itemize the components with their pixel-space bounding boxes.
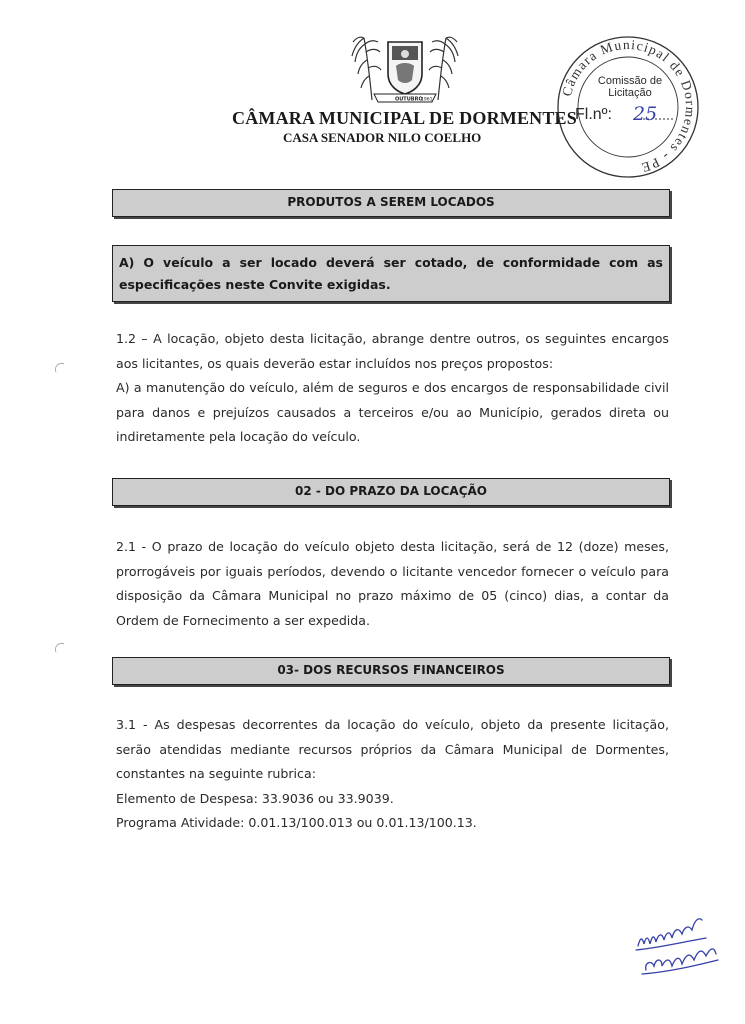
programa-atividade: Programa Atividade: 0.01.13/100.013 ou 0.01.13/100.13. (116, 815, 477, 830)
crest-banner-text: OUTUBRO (395, 96, 423, 103)
handwritten-signature (628, 908, 728, 988)
elemento-despesa: Elemento de Despesa: 33.9036 ou 33.9039. (116, 790, 394, 806)
stamp-folio-label: Fl.nº: (575, 106, 612, 123)
section-title-produtos: PRODUTOS A SEREM LOCADOS (112, 189, 670, 217)
stamp-line-1: Comissão de (597, 75, 663, 87)
stamp-ring-text: Câmara Municipal de Dormentes - PE (559, 36, 699, 176)
section-title-prazo: 02 - DO PRAZO DA LOCAÇÃO (112, 478, 670, 506)
item-3-1-text: 3.1 - As despesas decorrentes da locação do veículo, objeto da presente licitação, serão atendidas mediante recursos próprios da Câmara Municipal de Dormentes, constantes na seguinte rubrica: (116, 717, 669, 781)
item-1-2-intro: 1.2 – A locação, objeto desta licitação, abrange dentre outros, os seguintes encargos aos licitantes, os quais deverão estar incluídos nos preços propostos: (116, 331, 669, 371)
item-1-2-a: A) a manutenção do veículo, além de seguros e dos encargos de responsabilidade civil para danos e prejuízos causados a terceiros e/ou ao Município, gerados direta ou indiretamente pela locação do veículo. (116, 380, 669, 444)
stamp-line-2: Licitação (608, 87, 652, 99)
item-1-2 (116, 327, 669, 450)
item-2-1 (116, 535, 669, 633)
produtos-description-text: A) O veículo a ser locado deverá ser cotado, de conformidade com as especificações neste Convite exigidas. (119, 255, 663, 292)
punch-hole-mark (54, 642, 66, 654)
section-title-recursos: 03- DOS RECURSOS FINANCEIROS (112, 657, 670, 685)
org-title: CÂMARA MUNICIPAL DE DORMENTES (232, 108, 577, 128)
stamp-folio-number: 25 (633, 103, 658, 125)
crest-year-text: 1961 (421, 97, 433, 103)
item-2-1-text: 2.1 - O prazo de locação do veículo objeto desta licitação, será de 12 (doze) meses, prorrogáveis por iguais períodos, devendo o licitante vencedor fornecer o veículo para disposição da Câmara Municipal no prazo máximo de 05 (cinco) dias, a contar da Ordem de Fornecimento a ser expedida. (116, 539, 669, 628)
punch-hole-mark (54, 362, 66, 374)
municipal-crest-logo (350, 30, 460, 110)
produtos-description-box (112, 245, 670, 302)
stamp-inner-label (590, 75, 670, 99)
org-subtitle: CASA SENADOR NILO COELHO (283, 130, 482, 145)
item-3-1 (116, 713, 669, 836)
